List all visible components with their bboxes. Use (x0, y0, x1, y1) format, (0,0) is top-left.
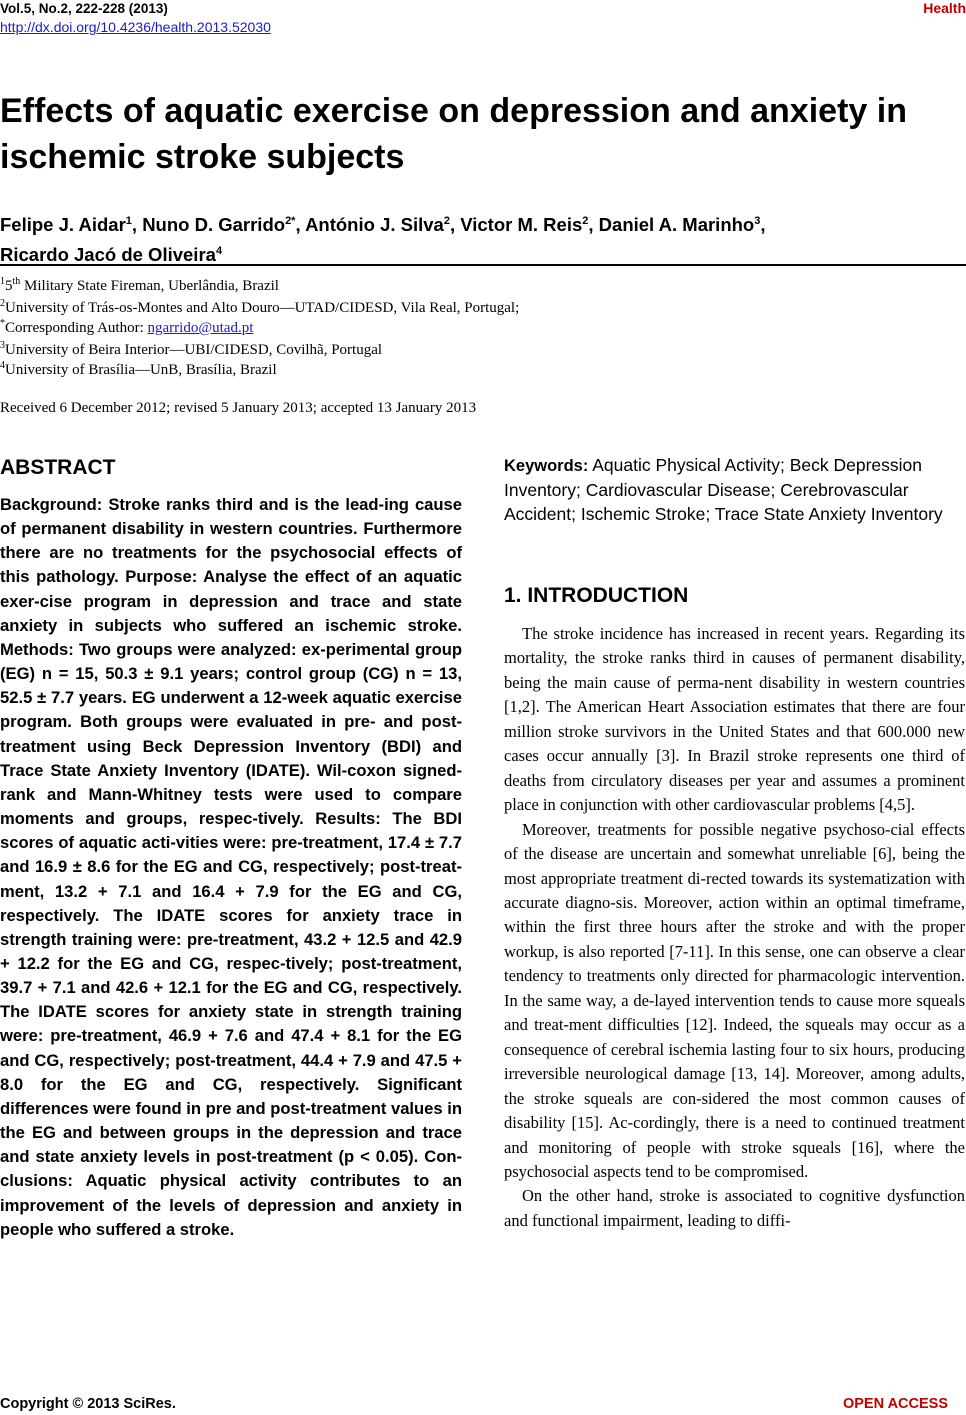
author-name: Daniel A. Marinho (598, 214, 755, 236)
received-dates: Received 6 December 2012; revised 5 January 2013; accepted 13 January 2013 (0, 400, 477, 416)
introduction-body (504, 622, 965, 1233)
body-paragraph: Moreover, treatments for possible negative psychoso-cial effects of the disease are uncertain and somewhat unreliable [6], being the most appropriate treatment di-rected towards its systematization with accurate diagno-sis. Moreover, action within an optimal timeframe, within the first three hours after the stroke and with the proper workup, is also reported [7-11]. In this sense, one can observe a clear tendency to treatments only directed for pharmacologic intervention. In the same way, a de-layed intervention tends to cause more squeals and treat-ment difficulties [12]. Indeed, the squeals may occur as a consequence of cerebral ischemia lasting four to six hours, producing irreversible neurological damage [13, 14]. Moreover, among adults, the stroke squeals are con-sidered the most common causes of disability [15]. Ac-cordingly, there is a need to continued treatment and monitoring of people with stroke squeals [16], where the psychosocial aspects tend to be compromised. (504, 819, 965, 1181)
affiliation-1: $^1$5th Military State Fireman, Uberlândia, Brazil (0, 276, 279, 294)
paper-title: Effects of aquatic exercise on depression and anxiety in ischemic stroke subjects (0, 92, 907, 176)
section-heading-introduction: 1. INTRODUCTION (504, 584, 689, 607)
author-aff-mark: 2* (285, 215, 296, 227)
affiliation-4: $^4$University of Brasília—UnB, Brasília, Brazil (0, 360, 277, 378)
author-list: Felipe J. Aidar$^1$, Nuno D. Garrido$^{2*}$, António J. Silva$^2$, Victor M. Reis$^2$, Daniel A. Marinho$^3$, Ricardo Jacó de Oliveira$^4$ (0, 214, 766, 266)
author-name: António J. Silva (305, 214, 444, 236)
header-divider (0, 264, 966, 266)
keywords (504, 453, 944, 526)
body-paragraph: On the other hand, stroke is associated to cognitive dysfunction and functional impairment, leading to diffi- (504, 1186, 965, 1230)
author-name: Victor M. Reis (460, 214, 583, 236)
body-paragraph: The stroke incidence has increased in recent years. Regarding its mortality, the stroke ranks third in causes of permanent disability, being the main cause of perma-nent disability in western countries [1,2]. The American Heart Association estimates that there are four million stroke survivors in the United States and that 600.000 new cases occur annually [3]. In Brazil stroke represents one third of deaths from circulatory diseases per year and assumes a prominent place in conjunction with other cardiovascular problems [4,5]. (504, 624, 965, 815)
keywords-label: Keywords: (504, 457, 589, 475)
corresponding-email-link[interactable]: ngarrido@utad.pt (147, 320, 254, 336)
affiliation-3: $^3$University of Beira Interior—UBI/CIDESD, Covilhã, Portugal (0, 340, 383, 358)
author-name: Ricardo Jacó de Oliveira (0, 244, 216, 266)
author-aff-mark: 2 (443, 215, 450, 227)
abstract-text: Background: Stroke ranks third and is the lead-ing cause of permanent disability in western countries. Furthermore there are no treatments for the psychosocial effects of this pathology. Purpose: Analyse the effect of an aquatic exer-cise program in depression and trace and state anxiety in subjects who suffered an ischemic stroke. Methods: Two groups were analyzed: ex-perimental group (EG) n = 15, 50.3 ± 9.1 years; control group (CG) n = 13, 52.5 ± 7.7 years. EG underwent a 12-week aquatic exercise program. Both groups were evaluated in pre- and post-treatment using Beck Depression Inventory (BDI) and Trace State Anxiety Inventory (IDATE). Wil-coxon signed-rank and Mann-Whitney tests were used to compare moments and groups, respec-tively. Results: The BDI scores of aquatic acti-vities were: pre-treatment, 17.4 ± 7.7 and 16.9 ± 8.6 for the EG and CG, respectively; post-treat-ment, 13.2 + 7.1 and 16.4 + 7.9 for the EG and CG, respectively. The IDATE scores for anxiety trace in strength training were: pre-treatment, 43.2 + 12.5 and 42.9 + 12.2 for the EG and CG, respec-tively; post-treatment, 39.7 + 7.1 and 42.6 + 12.1 for the EG and CG, respectively. The IDATE scores for anxiety state in strength training were: pre-treatment, 46.9 + 7.6 and 47.4 + 8.1 for the EG and CG, respectively; post-treatment, 44.4 + 7.9 and 47.5 + 8.0 for the EG and CG, respectively. Significant differences were found in pre and post-treatment values in the EG and between groups in the depression and trace and state anxiety levels in post-treatment (p < 0.05). Con-clusions: Aquatic physical activity contributes to an improvement of the levels of depression and anxiety in people who suffered a stroke. (0, 495, 462, 1239)
journal-volume-info: Vol.5, No.2, 222-228 (2013) (0, 1, 168, 16)
author-name: Felipe J. Aidar (0, 214, 126, 236)
author-aff-mark: 2 (582, 215, 589, 227)
abstract-heading: ABSTRACT (0, 456, 116, 479)
open-access-label: OPEN ACCESS (842, 1396, 948, 1412)
doi-link[interactable]: http://dx.doi.org/10.4236/health.2013.52030 (0, 19, 271, 35)
author-name: Nuno D. Garrido (142, 214, 286, 236)
author-aff-mark: 4 (215, 245, 223, 258)
author-aff-mark: 3 (754, 215, 761, 227)
author-aff-mark: 1 (125, 215, 132, 227)
corresponding-author: *Corresponding Author: ngarrido@utad.pt (0, 318, 254, 336)
journal-name: Health (923, 0, 966, 16)
keywords-text: Aquatic Physical Activity; Beck Depression Inventory; Cardiovascular Disease; Cerebrovascular Accident; Ischemic Stroke; Trace State Anxiety Inventory (504, 455, 943, 524)
copyright-notice: Copyright © 2013 SciRes. (0, 1396, 176, 1412)
affiliation-2: $^2$University of Trás-os-Montes and Alto Douro—UTAD/CIDESD, Vila Real, Portugal; (0, 298, 520, 316)
